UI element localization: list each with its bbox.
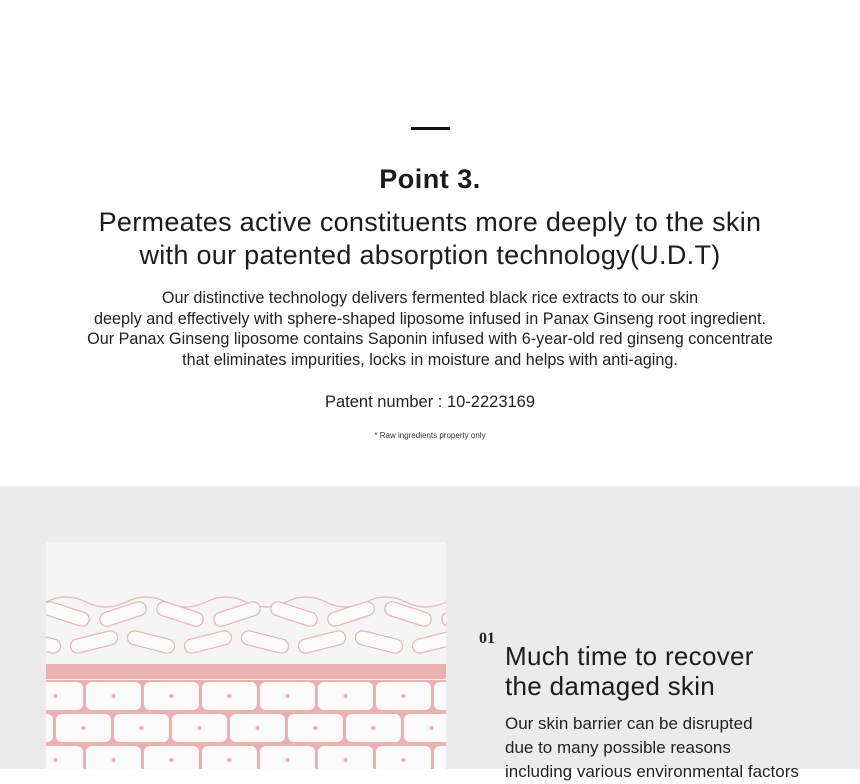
description-line: Our distinctive technology delivers fermented black rice extracts to our skin — [161, 289, 699, 307]
description-line: Our Panax Ginseng liposome contains Saponin infused with 6-year-old red ginseng concentrate — [87, 330, 773, 349]
headline-line: with our patented absorption technology(U.D.T) — [139, 240, 721, 270]
skin-barrier-illustration — [46, 542, 446, 769]
section-divider — [411, 127, 450, 130]
section-number: 01 — [479, 630, 495, 647]
point-label: Point 3. — [379, 164, 481, 194]
description-line: that eliminates impurities, locks in moisture and helps with anti-aging. — [182, 351, 678, 370]
section-title-line: the damaged skin — [505, 671, 716, 701]
section-body-line: due to many possible reasons — [505, 738, 731, 757]
section-title-line: Much time to recover — [505, 641, 754, 671]
section-body-line: Our skin barrier can be disrupted — [505, 714, 753, 733]
section-title — [505, 641, 754, 701]
point-description — [0, 288, 860, 371]
section-body-line: including various environmental factors — [505, 762, 799, 781]
section-body — [505, 712, 799, 784]
headline-line: Permeates active constituents more deeply to the skin — [98, 207, 762, 237]
point-headline — [0, 206, 860, 272]
ingredients-note: * Raw ingredients property only — [374, 431, 486, 440]
description-line: deeply and effectively with sphere-shaped liposome infused in Panax Ginseng root ingredient. — [94, 309, 766, 328]
patent-number: Patent number : 10-2223169 — [324, 393, 536, 411]
skin-layer-graphic — [46, 542, 446, 769]
